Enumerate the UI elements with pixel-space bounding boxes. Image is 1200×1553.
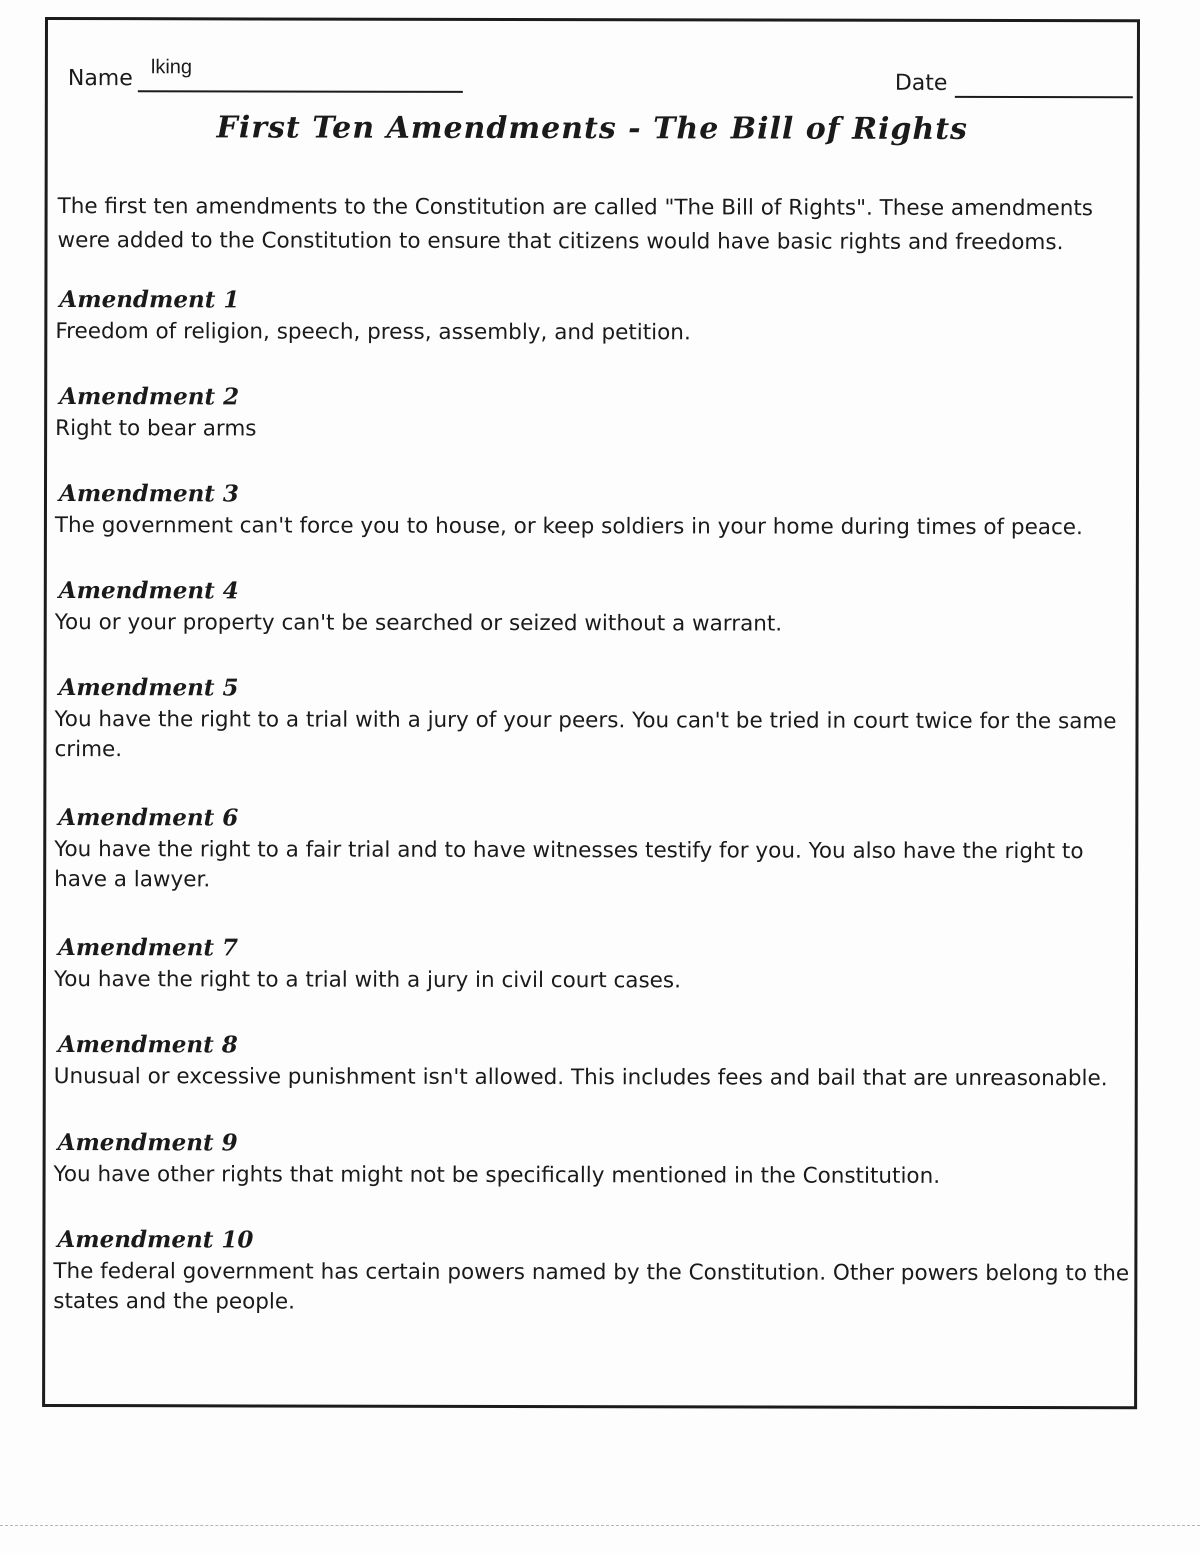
- amendment-text: You have the right to a trial with a jury in civil court cases.: [53, 967, 681, 994]
- amendment-item: [53, 1225, 1133, 1319]
- amendment-heading: Amendment 3: [58, 480, 239, 508]
- amendment-list: [53, 285, 1135, 1315]
- amendment-heading: Amendment 10: [57, 1226, 254, 1254]
- scan-edge-divider: [0, 1525, 1200, 1526]
- date-field-line[interactable]: [955, 96, 1133, 98]
- date-label: Date: [894, 70, 948, 96]
- amendment-heading: Amendment 9: [57, 1129, 238, 1157]
- amendment-text: You have the right to a fair trial and to have witnesses testify for you. You also have the right to have a lawyer.: [54, 837, 1084, 893]
- amendment-item: [55, 285, 1135, 349]
- amendment-text: The government can't force you to house, or keep soldiers in your home during times of peace.: [54, 513, 1083, 541]
- amendment-heading: Amendment 4: [58, 577, 239, 605]
- amendment-item: [54, 933, 1134, 997]
- amendment-heading: Amendment 5: [58, 674, 239, 702]
- amendment-heading: Amendment 2: [59, 383, 240, 411]
- amendment-text: Unusual or excessive punishment isn't allowed. This includes fees and bail that are unreasonable.: [53, 1064, 1108, 1092]
- amendment-text: Right to bear arms: [55, 416, 257, 442]
- name-field-value[interactable]: lking: [150, 56, 193, 79]
- name-label: Name: [67, 66, 133, 92]
- amendment-text: Freedom of religion, speech, press, assembly, and petition.: [55, 319, 691, 346]
- amendment-item: [55, 382, 1135, 446]
- amendment-text: You have the right to a trial with a jury of your peers. You can't be tried in court twice for the same crime.: [54, 707, 1117, 763]
- amendment-heading: Amendment 1: [59, 286, 240, 314]
- page-title: First Ten Amendments - The Bill of Rights: [216, 110, 969, 147]
- amendment-item: [54, 673, 1134, 767]
- amendment-item: [54, 803, 1134, 897]
- amendment-item: [55, 576, 1135, 640]
- amendment-text: You or your property can't be searched or seized without a warrant.: [54, 610, 783, 637]
- amendment-item: [54, 1030, 1134, 1094]
- amendment-heading: Amendment 7: [58, 934, 239, 962]
- worksheet-border: [42, 17, 1140, 1409]
- intro-paragraph: The first ten amendments to the Constitution are called "The Bill of Rights". These amendments were added to the Constitution to ensure that citizens would have basic rights and freedoms.: [57, 194, 1094, 256]
- amendment-heading: Amendment 8: [57, 1031, 238, 1059]
- amendment-item: [55, 479, 1135, 543]
- amendment-text: You have other rights that might not be specifically mentioned in the Constitution.: [53, 1162, 941, 1189]
- amendment-item: [54, 1128, 1134, 1192]
- amendment-heading: Amendment 6: [58, 804, 239, 832]
- amendment-text: The federal government has certain powers named by the Constitution. Other powers belong to the states and the people.: [53, 1259, 1130, 1315]
- header-row: [67, 56, 1127, 98]
- name-field-line[interactable]: [138, 90, 463, 93]
